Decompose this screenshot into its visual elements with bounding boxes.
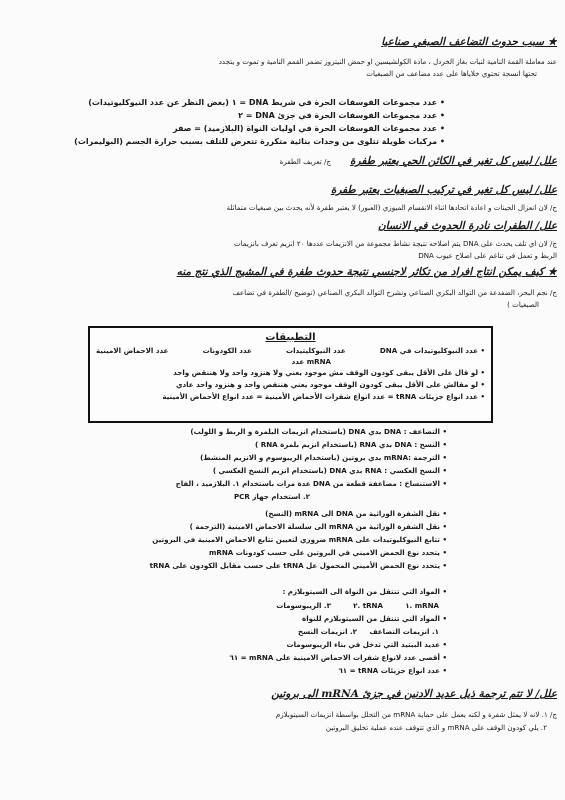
info-line: • يتحدد نوع الحمض الاميني في البروتين على حسب كودونات mRNA	[8, 546, 447, 559]
bullet-phosphate-strand: • عدد مجموعات الفوسفات الحرة في شريط DNA = ١ (بغض النظر عن عدد النيوكليوتيدات)	[8, 96, 445, 109]
answer-text: ج/ لان انعزال الجينات و اعادة اتحادها اثناء الانقسام الميوزي (العبور) لا يعتبر طفرة لأنه يحدث بين صبغيات متماثلة	[226, 203, 557, 212]
count-label: عدد الكودونات	[202, 346, 252, 355]
count-label: • عدد النيوكليوتيدات في DNA	[380, 345, 485, 356]
answer-text: الصبغيات )	[507, 300, 539, 309]
answer-text: ج/ ١. لانه لا يمثل شفرة و لكنه يعمل على حماية mRNA من التحلل بواسطة انزيمات السيتوبلازم	[275, 710, 557, 719]
info-line: mRNA .١ tRNA .٢ ٣. الريبوسومات	[276, 601, 439, 610]
process-translation: • الترجمة :mRNA بدي بروتين (باستخدام الريبوسوم و الانزيم المنشط)	[8, 451, 447, 464]
process-reverse-transcription: • النسخ العكسي : RNA بدي DNA (باستخدام انزيم النسخ العكسي )	[8, 464, 447, 477]
question-title: علل/ لا تتم ترجمة ذيل عديد الادنين في جزئ mRNA الى بروتين	[271, 688, 557, 700]
answer-text: ج/ لان اي تلف يحدث على DNA يتم اصلاحه نتيجة نشاط مجموعة من الانزيمات عددها ٢٠ انزيم تعرف بانزيمات	[233, 239, 557, 248]
rule-line: • لو مقالش على الأقل يبقى كودون الوقف موجود يعني هننقص واحد و هنزود واحد عادي	[90, 379, 491, 391]
count-label: mRNA عدد	[291, 357, 331, 366]
info-line: • يتحدد نوع الحمض الأميني المحمول عل tRNA على حسب مقابل الكودون على tRNA	[8, 559, 447, 572]
count-label: عدد النيوكليتيدات	[285, 346, 346, 355]
box-title: التطبيقات	[265, 332, 316, 343]
rule-line: • لو قال على الأقل يبقى كودون الوقف مش موجود يعني ولا هنزود واحد ولا هننقص واحد	[90, 367, 491, 379]
counts-row	[90, 345, 491, 356]
question-title: ★ كيف يمكن انتاج افراد من تكاثر لاجنسي نتيجة حدوث طفرة في المشيج الذي نتج منه	[176, 266, 557, 278]
rule-line: • عدد انواع جزيئات tRNA = عدد انواع شفرات الأحماض الأمينية = عدد انواع الأحماض الأمينية	[90, 391, 491, 403]
info-line: • نقل الشفرة الوراثية من mRNA الى سلسلة الاحماض الامينية (الترجمة )	[8, 520, 447, 533]
info-line: • تتابع النيوكليوتيدات على mRNA ضروري لتعيين تتابع الاحماض الامينية في البروتين	[8, 533, 447, 546]
process-cloning-pcr: ٢. استخدام جهاز PCR	[233, 492, 310, 501]
process-cloning: • الاستنساخ : مضاعفة قطعة من DNA عدة مرات باستخدام ١. البلازميد ، الفاج	[8, 477, 447, 490]
count-label: عدد الاحماض الامينية	[96, 346, 169, 355]
question-title: علل/ الطفرات نادرة الحدوث في الانسان	[377, 220, 557, 232]
question-row	[8, 152, 557, 170]
info-line: • نقل الشفرة الوراثية من DNA الى mRNA (النسخ)	[8, 507, 447, 520]
info-line: • عديد الببتيد التي تدخل في بناء الريبوسومات	[8, 638, 447, 651]
bullet-polymers: • مركبات طويلة تتلوى من وحدات بنائية متكررة تتعرض للتلف بسبب حرارة الجسم (البوليمرات)	[8, 135, 445, 148]
answer-text: ج/ تعريف الطفرة	[279, 157, 331, 166]
process-transcription: • النسخ : DNA بدي RNA (باستخدام انزيم بلمرة RNA )	[8, 438, 447, 451]
info-line: • المواد التي تنتقل من النواة الى السيتوبلازم :	[8, 585, 447, 598]
heading-artificial-polyploidy: ★ سبب حدوث التضاعف الصبغي صناعيا	[381, 36, 557, 48]
answer-text: ٢. يلي كودون الوقف على mRNA و الذي تتوقف عنده عملية تخليق البروتين	[325, 723, 547, 732]
paragraph-line: عند معاملة القمة النامية لنبات بغاز الخردل ، مادة الكولشيسين او حمض النيتروز تضمر القمم النامية و تموت و يتجدد	[218, 57, 557, 66]
answer-text: ج/ نجم البحر، الضفدعة من التوالد البكري الصناعي ونشرح التوالد البكري الصناعي (توضيح /الطفرة في تضاعف	[232, 288, 557, 297]
bullet-phosphate-plasmid: • عدد مجموعات الفوسفات الحرة في اوليات النواة (البلازميد) = صفر	[8, 122, 445, 135]
paragraph-line: تحتها انسجة تحتوي خلاياها على عدد مضاعف من الصبغيات	[366, 69, 537, 78]
bullet-phosphate-molecule: • عدد مجموعات الفوسفات الحرة في جزئ DNA = ٢	[8, 109, 445, 122]
question-title: علل/ ليس كل تغير في الكائن الحي يعتبر طفرة	[350, 155, 557, 167]
info-line: ١. انزيمات التضاعف ٢. انزيمات النسخ	[297, 627, 439, 636]
info-line: • أقصى عدد لانواع شفرات الاحماض الامينية على mRNA = ٦١	[8, 651, 447, 664]
process-replication: • التضاعف : DNA بدي DNA (باستخدام انزيمات البلمرة و الربط و اللولب)	[8, 425, 447, 438]
question-title: علل/ ليس كل تغير في تركيب الصبغيات يعتبر طفرة	[330, 184, 557, 196]
applications-box	[88, 326, 493, 423]
info-line: • عدد انواع جزيئات tRNA = ٦١	[8, 664, 447, 677]
info-line: • المواد التي تنتقل من السيتوبلازم للنواة	[8, 612, 447, 625]
answer-text: الربط و تعمل في تناغم على اصلاح عيوب DNA	[418, 251, 557, 260]
